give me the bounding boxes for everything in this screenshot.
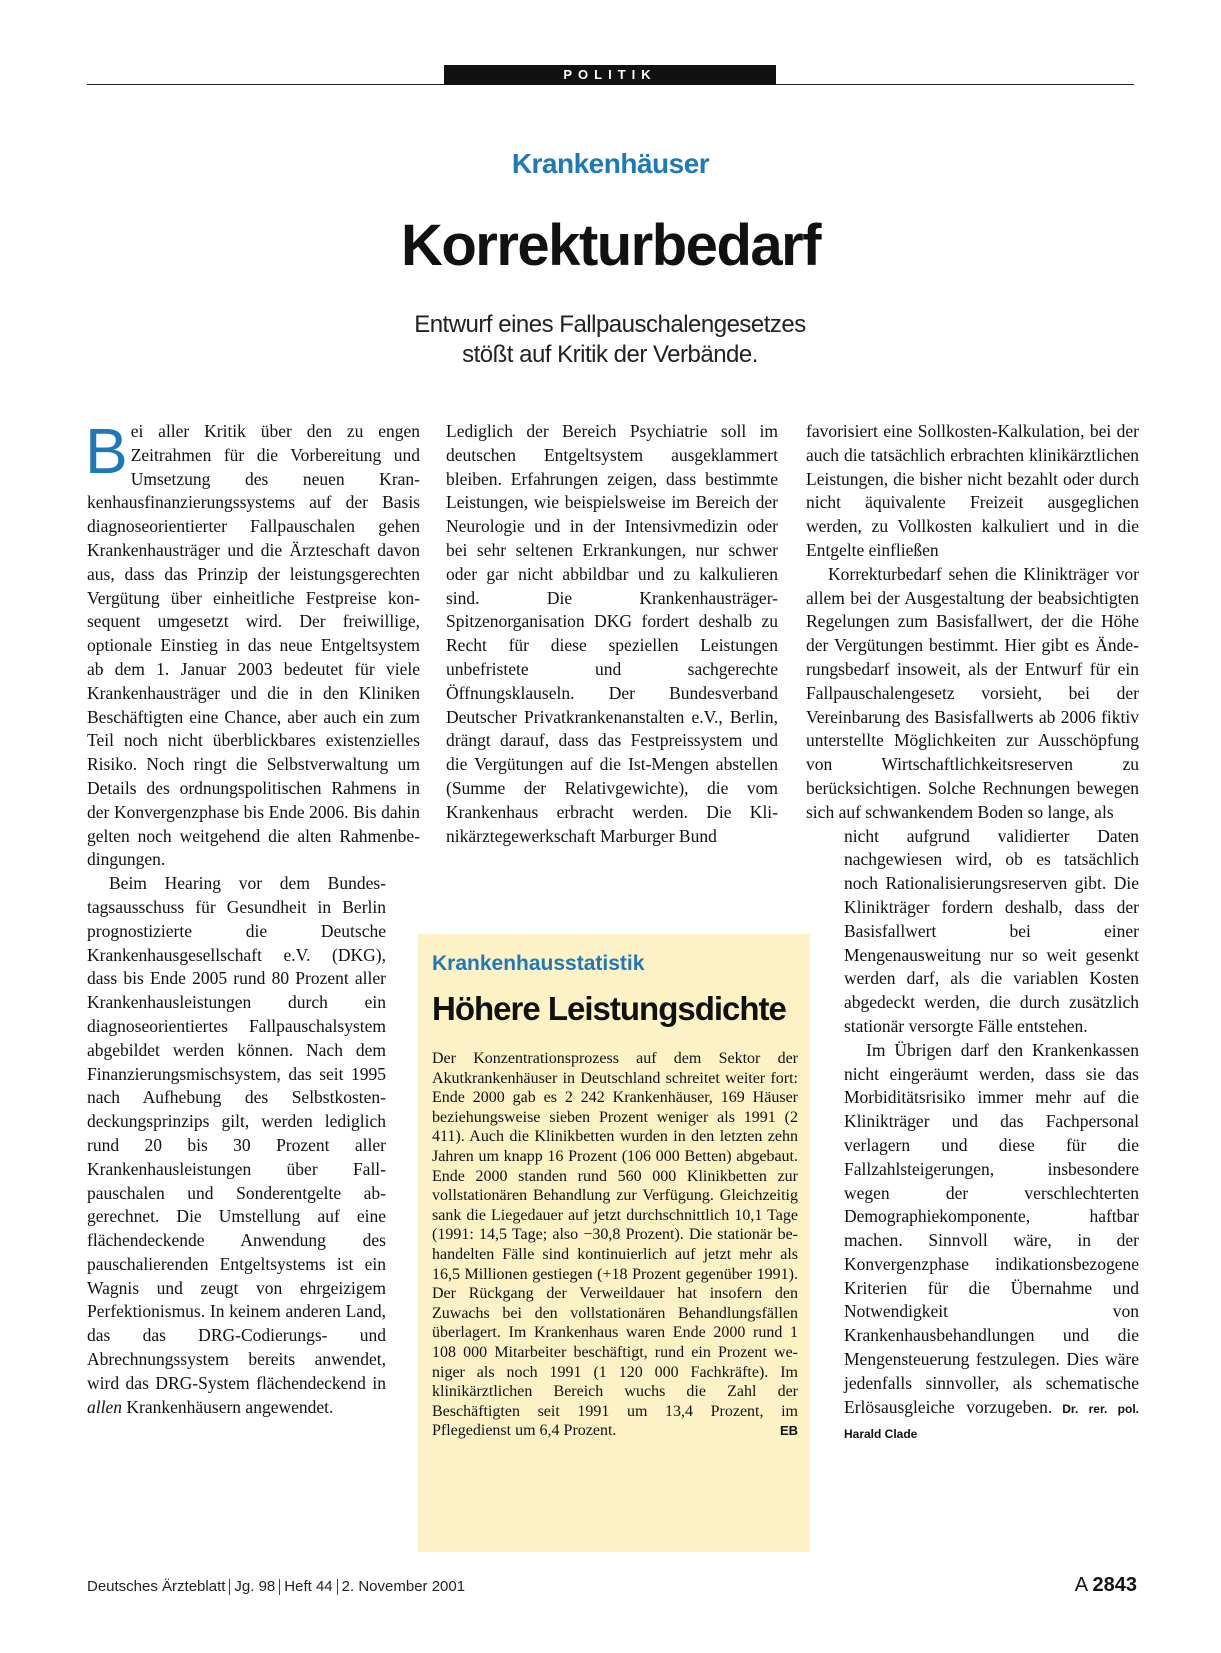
footer-separator [337,1579,338,1595]
journal-volume: Jg. 98 [234,1578,276,1595]
sidebar-body [432,1049,798,1441]
section-label: POLITIK [444,65,776,85]
paragraph-korrekturbedarf: Korrekturbedarf sehen die Klinikträger vor allem bei der Ausgestaltung der beabsichtigten Regelungen zum Basisfallwert, der die Höhe der Vergütungen bestimmt. Hier gibt es Änderungsbedarf insoweit, als der Entwurf für ein Fallpauschalengesetz vorsieht, bei der Vereinbarung des Basisfallwerts ab 2006 fiktiv unterstellte Möglichkeiten zur Ausschöpfung von Wirtschaftlichkeitsreserven zu berücksichtigen. Solche Rechnungen bewegen sich auf schwankendem Boden so lange, als [806,563,1139,822]
paragraph-korrekturbedarf-cont: nicht aufgrund validierter Daten nachgewiesen wird, ob es tatsächlich noch Rationalisierungsreserven gibt. Die Klinikträger fordern deshalb, dass der Basisfallwert bei einer Mengenausweitung nur so weit gesenkt werden darf, als die variablen Kosten abgedeckt werden, die durch zusätzlich stationär versorgte Fälle entstehen. [844,825,1139,1036]
article-kicker: Krankenhäuser [511,148,710,179]
paragraph-sollkosten: favorisiert eine Sollkosten-Kalkulation, bei der auch die tatsächlich erbrachten klinikärztlichen Leistungen, die bisher nicht bezahlt oder durch nicht äquivalente Freizeit ausgeglichen werden, zu Vollkosten kalkuliert und in die Entgelte einfließen [806,421,1139,560]
paragraph-hearing-text: Beim Hearing vor dem Bundestagsausschuss für Gesundheit in Berlin prognostizierte die Deutsche Krankenhausgesellschaft e.V. (DKG), dass bis Ende 2005 rund 80 Prozent aller Krankenhausleistungen durch ein diagnoseorientiertes Fallpauschalsystem abgebildet werden können. Nach dem Finanzierungsmischsystem, das seit 1995 nach Aufhebung des Selbstkostendeckungsprinzips gilt, werden lediglich rund 20 bis 30 Prozent aller Krankenhausleistungen über Fallpauschalen und Sonderentgelte abgerechnet. Die Umstellung auf eine flächendeckende Anwendung des pauschalierenden Entgeltsystems ist ein Wagnis und zeugt von ehrgeizigem Perfektionismus. In keinem anderen Land, das das DRG-Codierungs- und Abrechnungssystem bereits anwendet, wird das DRG-System flächendeckend in [87,873,386,1393]
issue-date: 2. November 2001 [341,1578,466,1595]
paragraph-hearing [87,872,420,1419]
subtitle-line-2: stößt auf Kritik der Verbände. [462,341,758,368]
author-signature: Dr. rer. pol. Harald Clade [844,1401,1139,1442]
sidebar-body-text: Der Konzentrationsprozess auf dem Sektor der Akutkrankenhäuser in Deutschland schreitet weiter fort: Ende 2000 gab es 2 242 Krankenhäuser, 169 Häuser beziehungsweise sieben Prozent weniger als 1991 (2 411). Auch die Klinikbetten wurden in den letzten zehn Jahren um knapp 16 Prozent (106 000 Betten) abgebaut. Ende 2000 standen rund 560 000 Klinikbetten zur vollstationären Behandlung zur Verfügung. Gleichzeitig sank die Liegedauer auf jetzt durchschnittlich 10,1 Tage (1991: 14,5 Tage; also −30,8 Prozent). Die stationär behandelten Fälle sind kontinuierlich auf jetzt mehr als 16,5 Millionen gestiegen (+18 Prozent gegenüber 1991). Der Rückgang der Verweildauer hat insofern den Zuwachs bei den vollstationären Behandlungsfällen überlagert. Im Krankenhaus waren Ende 2000 rund 1 108 000 Mitarbeiter beschäftigt, rund ein Prozent weniger als noch 1991 (1 120 000 Fachkräfte). Im klinikärztlichen Bereich wuchs die Zahl der Beschäftigten seit 1991 um 13,4 Prozent, im Pflegedienst um 6,4 Prozent. [432,1050,798,1440]
subtitle-line-1: Entwurf eines Fallpauschalengesetzes [414,311,806,338]
article-title: Korrekturbedarf [400,213,821,278]
page-number-value: 2843 [1092,1574,1137,1596]
page-number [1075,1574,1137,1597]
page-prefix: A [1074,1574,1087,1596]
sidebar-box [418,934,810,1552]
journal-name: Deutsches Ärzteblatt [87,1578,226,1595]
paragraph-psychiatrie: Lediglich der Bereich Psychiatrie soll im deutschen Entgeltsystem ausgeklammert bleiben. Erfahrungen zeigen, dass bestimmte Leistungen, wie beispielsweise im Bereich der Neurologie und in der Intensivmedizin oder bei sehr seltenen Erkrankungen, nur schwer oder gar nicht abbildbar und zu kalkulieren sind. Die Krankenhausträger-Spitzenorganisation DKG fordert deshalb zu Recht für diese speziellen Leistungen unbefristete und sachgerechte Öffnungsklauseln. Der Bundesverband Deutscher Privatkrankenanstalten e.V., Berlin, drängt darauf, dass das Festpreissystem und die Vergütungen auf die Ist-Mengen abstellen (Summe der Relativgewichte), die vom Krankenhaus erbracht werden. Die Klinikärztegewerkschaft Marburger Bund [446,421,778,846]
paragraph-hearing-end: Krankenhäusern angewendet. [122,1396,334,1417]
sidebar-signature: EB [779,1423,798,1439]
paragraph-uebrigen-text: Im Übrigen darf den Krankenkassen nicht eingeräumt werden, dass sie das Morbiditätsrisiko immer mehr auf die Klinikträger und das Fachpersonal verlagern und diese für die Fallzahlsteigerungen, insbesondere wegen der verschlechterten Demographiekomponente, haftbar machen. Sinnvoll wäre, in der Konvergenzphase indikationsbezogene Kriterien für die Übernahme und Notwendigkeit von Krankenhausbehandlungen und die Mengensteuerung festzulegen. Dies wäre jedenfalls sinnvoller, als schematische Erlösausgleiche vorzugeben. [844,1039,1139,1417]
body-column-1 [85,415,420,1419]
body-column-3 [806,420,1139,1447]
footer-separator [229,1579,230,1595]
paragraph-intro-text: ei aller Kritik über den zu engen Zeitrahmen für die Vorbereitung und Umsetzung des neuen Krankenhausfinanzierungssystems auf der Basis diagnoseorientierter Fallpauschalen gehen Krankenhausträger und die Ärzteschaft davon aus, dass das Prinzip der leistungsgerechten Vergütung über einheitliche Festpreise konsequent umgesetzt wird. Der freiwillige, optionale Einstieg in das neue Entgeltsystem ab dem 1. Januar 2003 bedeutet für viele Krankenhausträger und die in den Kliniken Beschäftigten eine Chance, aber auch ein zum Teil noch nicht überblickbares existenzielles Risiko. Noch ringt die Selbstverwaltung um Details des ordnungspolitischen Rahmens in der Konvergenzphase bis Ende 2006. Bis dahin gelten noch weitgehend die alten Rahmenbedingungen. [87,421,420,870]
drop-cap: B [85,415,128,487]
sidebar-kicker: Krankenhausstatistik [432,952,645,975]
article-subtitle [360,310,860,370]
journal-issue: Heft 44 [284,1578,333,1595]
indented-text-block [806,825,1139,1448]
page-footer [87,1578,465,1595]
paragraph-uebrigen [844,1039,1139,1448]
paragraph-intro [85,415,420,872]
sidebar-title: Höhere Leistungsdichte [432,990,786,1027]
footer-separator [279,1579,280,1595]
body-column-2 [446,420,778,848]
emphasis-text: allen [87,1396,122,1417]
